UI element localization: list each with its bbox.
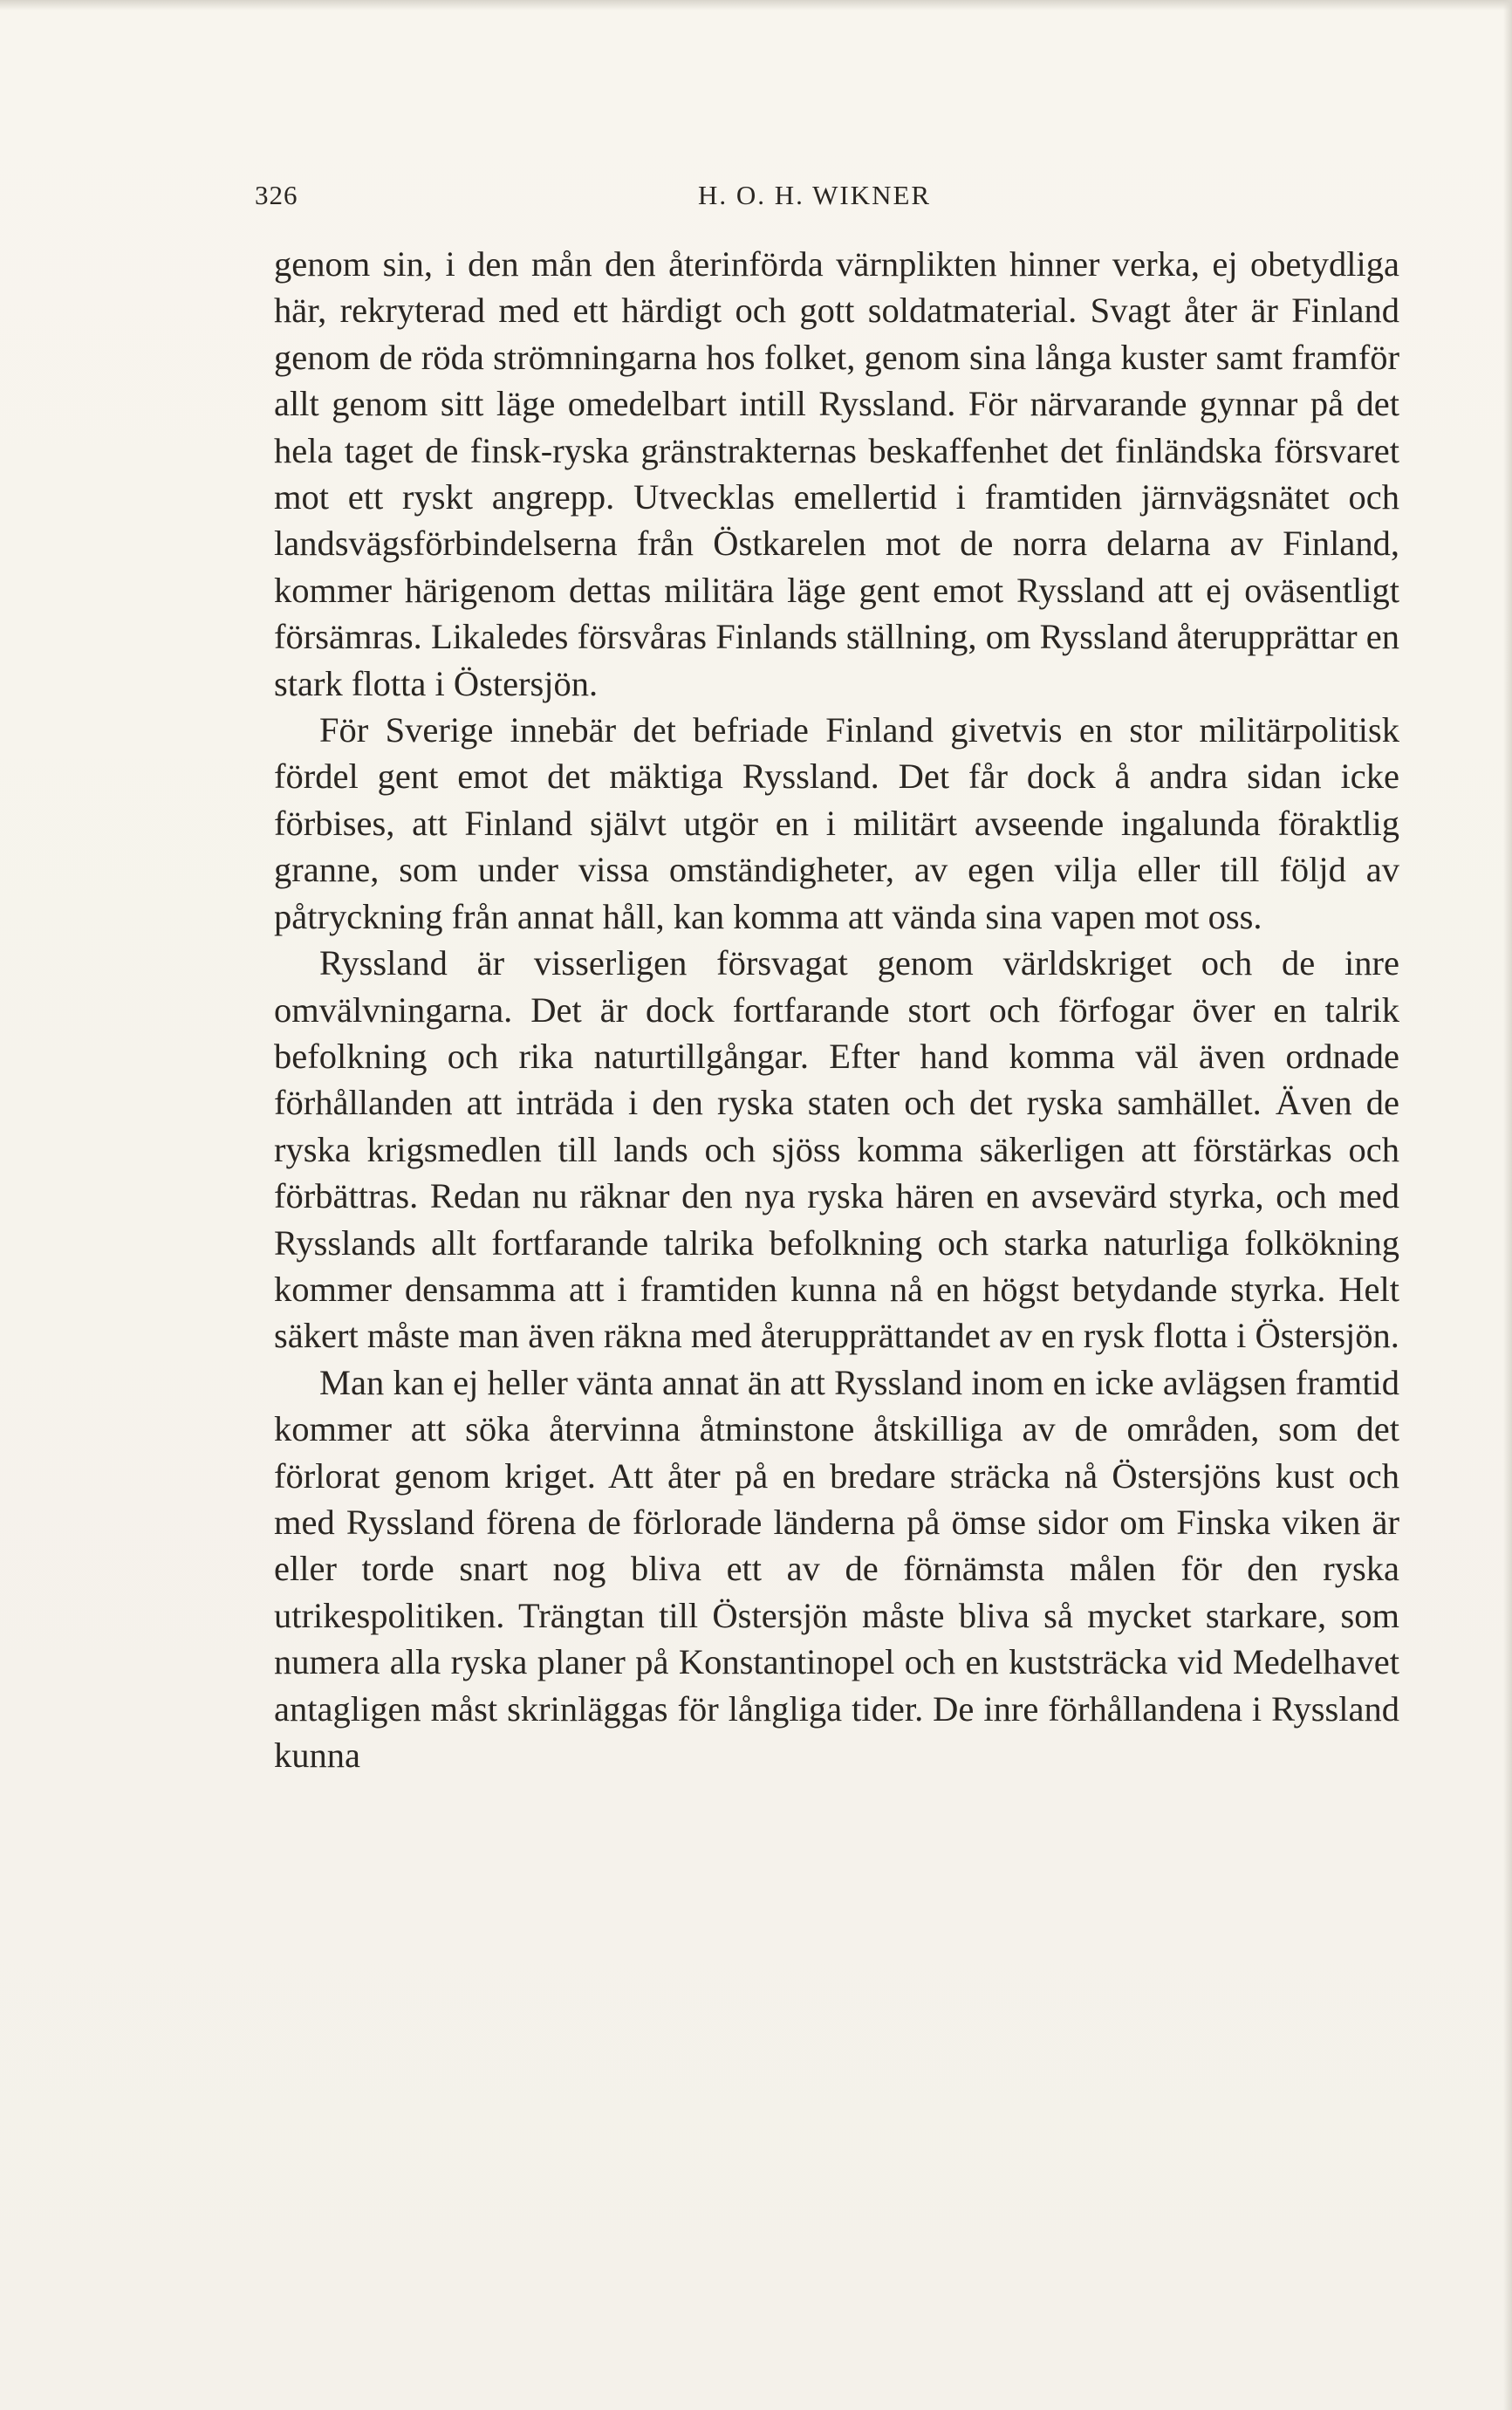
running-head <box>255 173 1398 216</box>
body-text <box>274 241 1399 1778</box>
paragraph-3: Ryssland är visserligen försvagat genom världskriget och de inre omvälvningarna. Det är dock fortfarande stort och förfogar över en talrik befolkning och rika naturtillgångar. Efter hand komma väl även ordnade förhållanden att inträda i den ryska staten och det ryska samhället. Även de ryska krigsmedlen till lands och sjöss komma säkerligen att förstärkas och förbättras. Redan nu räknar den nya ryska hären en avsevärd styrka, och med Rysslands allt fortfarande talrika befolkning och starka naturliga folkökning kommer densamma att i framtiden kunna nå en högst betydande styrka. Helt säkert måste man även räkna med återupprättandet av en rysk flotta i Östersjön. <box>274 943 1399 1356</box>
paragraph-4: Man kan ej heller vänta annat än att Ryssland inom en icke avlägsen framtid kommer att söka återvinna åtminstone åtskilliga av de områden, som det förlorat genom kriget. Att åter på en bredare sträcka nå Östersjöns kust och med Ryssland förena de förlorade länderna på ömse sidor om Finska viken är eller torde snart nog bliva ett av de förnämsta målen för den ryska utrikespolitiken. Trängtan till Östersjön måste bliva så mycket starkare, som numera alla ryska planer på Konstantinopel och en kuststräcka vid Medelhavet antagligen måst skrinläggas för långliga tider. De inre förhållandena i Ryssland kunna <box>274 1362 1399 1775</box>
paragraph-2: För Sverige innebär det befriade Finland givetvis en stor militärpolitisk fördel gent emot det mäktiga Ryssland. Det får dock å andra sidan icke förbises, att Finland självt utgör en i militärt avseende ingalunda föraktlig granne, som under vissa omständigheter, av egen vilja eller till följd av påtryckning från annat håll, kan komma att vända sina vapen mot oss. <box>274 710 1399 936</box>
page-right-shadow <box>1503 0 1512 2410</box>
paragraph-1: genom sin, i den mån den återinförda värnplikten hinner verka, ej obetydliga här, rekryterad med ett härdigt och gott soldatmaterial. Svagt åter är Finland genom de röda strömningarna hos folket, genom sina långa kuster samt framför allt genom sitt läge omedelbart intill Ryssland. För närvarande gynnar på det hela taget de finsk-ryska gränstrakternas beskaffenhet det finländska försvaret mot ett ryskt angrepp. Utvecklas emellertid i framtiden järnvägsnätet och landsvägsförbindelserna från Östkarelen mot de norra delarna av Finland, kommer härigenom dettas militära läge gent emot Ryssland att ej oväsentligt försämras. Likaledes försvåras Finlands ställning, om Ryssland återupprättar en stark flotta i Östersjön. <box>274 244 1399 703</box>
running-title: H. O. H. WIKNER <box>698 180 932 210</box>
page-top-shadow <box>0 0 1512 10</box>
page-number: 326 <box>255 180 298 210</box>
